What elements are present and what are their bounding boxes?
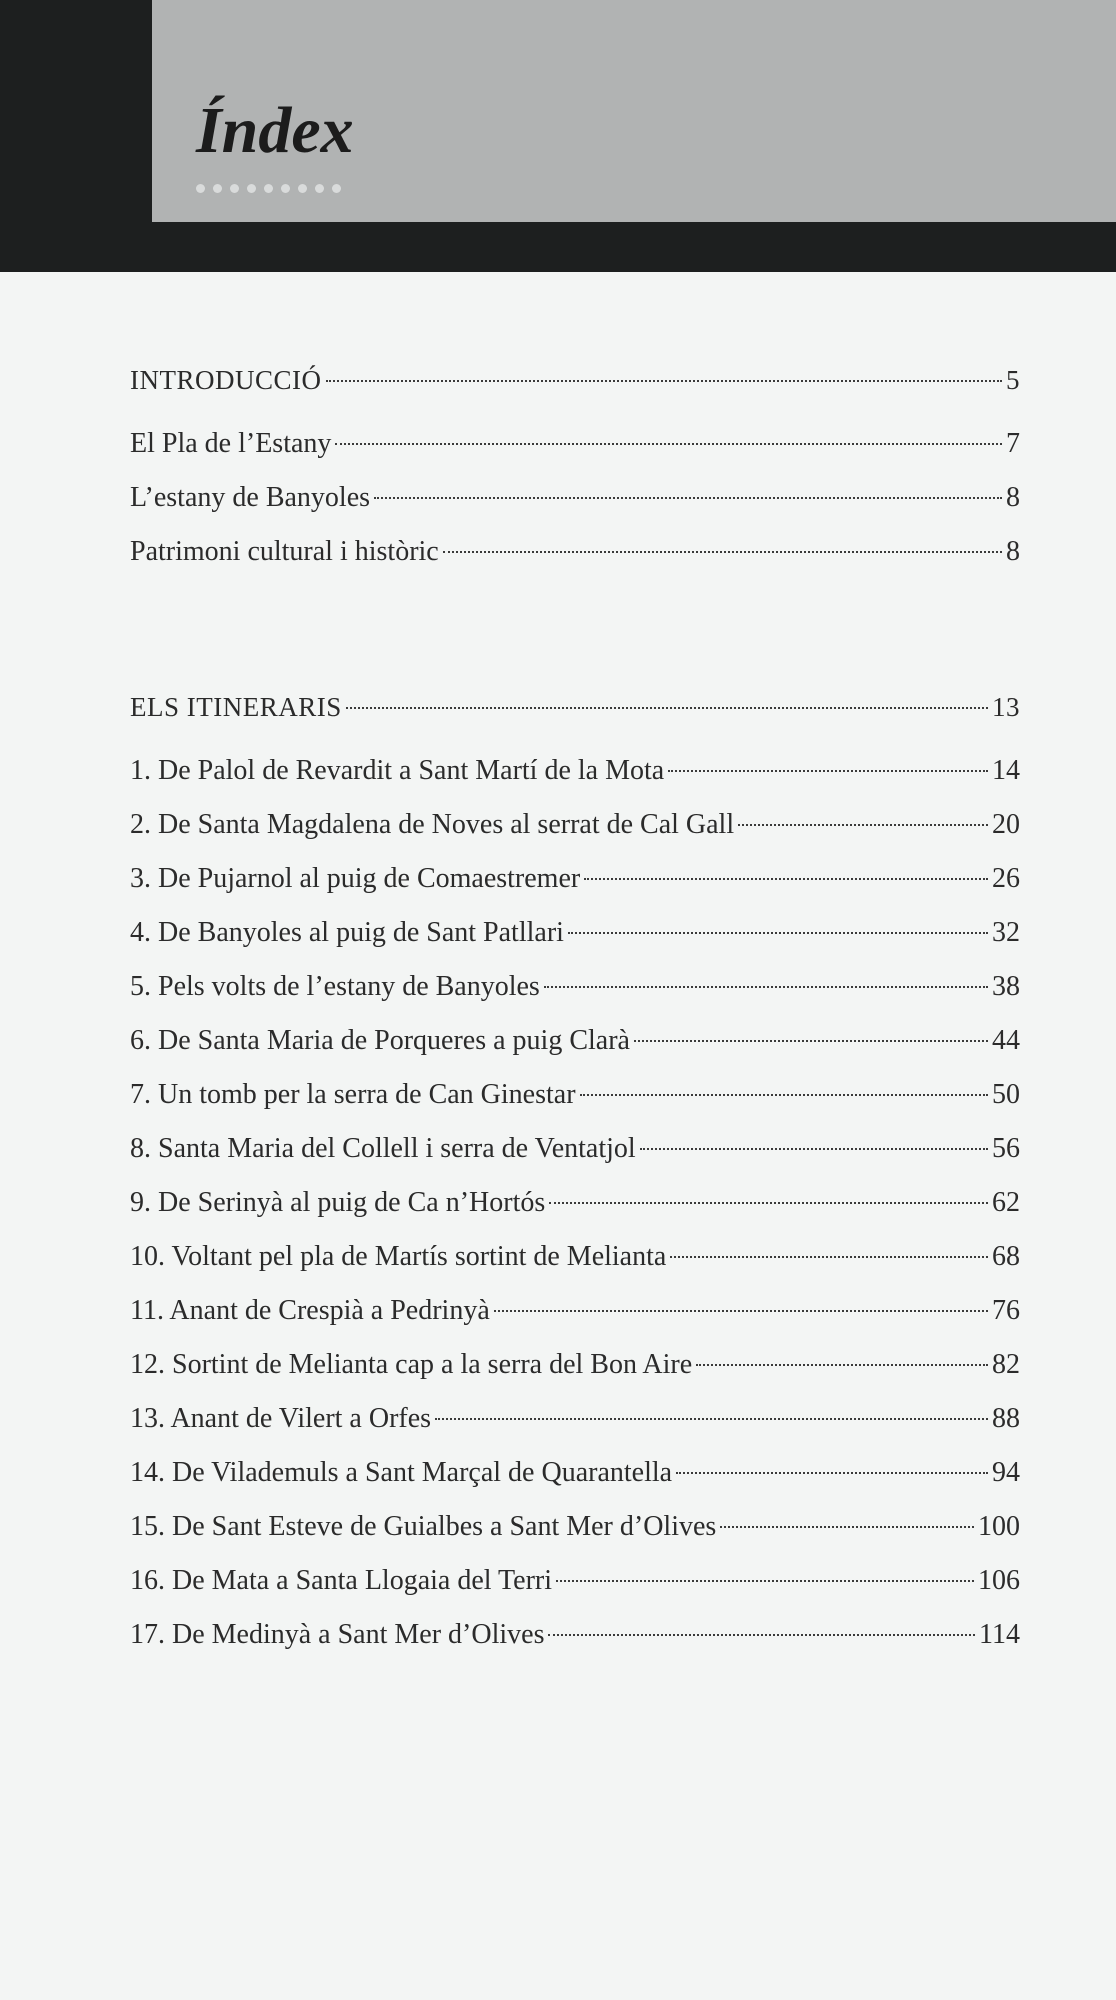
- dot-ornament: [247, 184, 256, 193]
- toc-entry[interactable]: [130, 1176, 1020, 1230]
- toc-entry[interactable]: [130, 798, 1020, 852]
- toc-page-number: 50: [992, 1079, 1020, 1110]
- toc-page-number: 100: [978, 1511, 1020, 1542]
- toc-page-number: 56: [992, 1133, 1020, 1164]
- toc-section-introduccio: [130, 353, 1020, 579]
- toc-entry[interactable]: [130, 1068, 1020, 1122]
- dot-leader: [548, 1634, 975, 1636]
- toc-page-number: 8: [1006, 536, 1020, 567]
- dot-ornament: [332, 184, 341, 193]
- dot-leader: [640, 1148, 988, 1150]
- toc-heading-label: INTRODUCCIÓ: [130, 365, 322, 395]
- dot-ornament: [264, 184, 273, 193]
- header-band: [0, 0, 1116, 272]
- toc-entry-label: 12. Sortint de Melianta cap a la serra del Bon Aire: [130, 1349, 693, 1380]
- toc-page-number: 68: [992, 1241, 1020, 1272]
- dot-leader: [670, 1256, 988, 1258]
- toc-entry-label: 1. De Palol de Revardit a Sant Martí de la Mota: [130, 755, 665, 786]
- toc-entry-label: 3. De Pujarnol al puig de Comaestremer: [130, 863, 581, 894]
- toc-page-number: 44: [992, 1025, 1020, 1056]
- toc-entry[interactable]: [130, 1554, 1020, 1608]
- dot-leader: [634, 1040, 988, 1042]
- toc-entry[interactable]: [130, 906, 1020, 960]
- toc-entry-label: 7. Un tomb per la serra de Can Ginestar: [130, 1079, 576, 1110]
- toc-entry[interactable]: [130, 417, 1020, 471]
- toc-page-number: 114: [979, 1619, 1020, 1650]
- dot-leader: [435, 1418, 988, 1420]
- toc-entry-label: 2. De Santa Magdalena de Noves al serrat de Cal Gall: [130, 809, 735, 840]
- toc-page-number: 26: [992, 863, 1020, 894]
- toc-entry-label: 11. Anant de Crespià a Pedrinyà: [130, 1295, 490, 1326]
- toc-entry-label: 10. Voltant pel pla de Martís sortint de Melianta: [130, 1241, 667, 1272]
- toc-entry-label: 13. Anant de Vilert a Orfes: [130, 1403, 432, 1434]
- toc-entry-label: 5. Pels volts de l’estany de Banyoles: [130, 971, 540, 1002]
- toc-entry[interactable]: [130, 1608, 1020, 1662]
- toc-heading-itineraris[interactable]: [130, 680, 1020, 744]
- dot-leader: [346, 707, 988, 709]
- toc-entry[interactable]: [130, 852, 1020, 906]
- dot-ornament: [298, 184, 307, 193]
- toc-entry-label: Patrimoni cultural i històric: [130, 536, 439, 567]
- toc-page-number: 20: [992, 809, 1020, 840]
- toc-entry-label: 15. De Sant Esteve de Guialbes a Sant Mer d’Olives: [130, 1511, 717, 1542]
- toc-page-number: 106: [978, 1565, 1020, 1596]
- dot-leader: [696, 1364, 988, 1366]
- toc-page-number: 62: [992, 1187, 1020, 1218]
- dot-leader: [668, 770, 988, 772]
- toc-entry-label: 14. De Vilademuls a Sant Marçal de Quarantella: [130, 1457, 673, 1488]
- dot-ornament: [196, 184, 205, 193]
- dot-leader: [335, 443, 1002, 445]
- toc-entry[interactable]: [130, 1122, 1020, 1176]
- dot-leader: [720, 1526, 974, 1528]
- header-panel: [152, 0, 1116, 222]
- toc-entry[interactable]: [130, 744, 1020, 798]
- toc-entry[interactable]: [130, 525, 1020, 579]
- toc-entry-label: 6. De Santa Maria de Porqueres a puig Clarà: [130, 1025, 630, 1056]
- toc-page-number: 88: [992, 1403, 1020, 1434]
- toc-entry[interactable]: [130, 1230, 1020, 1284]
- toc-entry-label: 16. De Mata a Santa Llogaia del Terri: [130, 1565, 553, 1596]
- toc-page-number: 14: [992, 755, 1020, 786]
- toc-page-number: 76: [992, 1295, 1020, 1326]
- dot-ornament: [315, 184, 324, 193]
- toc-entry-label: El Pla de l’Estany: [130, 428, 332, 459]
- toc-entry-label: 4. De Banyoles al puig de Sant Patllari: [130, 917, 564, 948]
- toc-page-number: 94: [992, 1457, 1020, 1488]
- dot-ornament: [213, 184, 222, 193]
- dot-leader: [676, 1472, 988, 1474]
- dot-leader: [443, 551, 1002, 553]
- toc-entry[interactable]: [130, 1338, 1020, 1392]
- toc-page-number: 38: [992, 971, 1020, 1002]
- toc-entry[interactable]: [130, 1284, 1020, 1338]
- toc-entry[interactable]: [130, 1392, 1020, 1446]
- dot-leader: [549, 1202, 988, 1204]
- toc-entry[interactable]: [130, 1014, 1020, 1068]
- toc-section-itineraris: [130, 680, 1020, 1662]
- dot-leader: [326, 380, 1003, 382]
- toc-page-number: 8: [1006, 482, 1020, 513]
- dot-leader: [738, 824, 988, 826]
- toc-entry-label: 9. De Serinyà al puig de Ca n’Hortós: [130, 1187, 546, 1218]
- toc-page-number: 13: [992, 692, 1020, 722]
- toc-entry[interactable]: [130, 960, 1020, 1014]
- dot-leader: [374, 497, 1002, 499]
- dot-leader: [568, 932, 988, 934]
- toc-heading-introduccio[interactable]: [130, 353, 1020, 417]
- dot-leader: [556, 1580, 974, 1582]
- toc-entry[interactable]: [130, 471, 1020, 525]
- dot-leader: [584, 878, 988, 880]
- page-title: Índex: [196, 94, 354, 167]
- dot-ornament: [281, 184, 290, 193]
- dot-leader: [494, 1310, 988, 1312]
- toc-entry[interactable]: [130, 1446, 1020, 1500]
- toc-page-number: 32: [992, 917, 1020, 948]
- dot-leader: [580, 1094, 988, 1096]
- toc-page-number: 5: [1006, 365, 1020, 395]
- toc-heading-label: ELS ITINERARIS: [130, 692, 342, 722]
- toc-entry-label: L’estany de Banyoles: [130, 482, 371, 513]
- toc-entry-label: 8. Santa Maria del Collell i serra de Ventatjol: [130, 1133, 636, 1164]
- toc-page-number: 82: [992, 1349, 1020, 1380]
- title-dots-ornament: [196, 184, 341, 193]
- dot-ornament: [230, 184, 239, 193]
- toc-page-number: 7: [1006, 428, 1020, 459]
- toc-entry-label: 17. De Medinyà a Sant Mer d’Olives: [130, 1619, 545, 1650]
- toc-entry[interactable]: [130, 1500, 1020, 1554]
- dot-leader: [544, 986, 988, 988]
